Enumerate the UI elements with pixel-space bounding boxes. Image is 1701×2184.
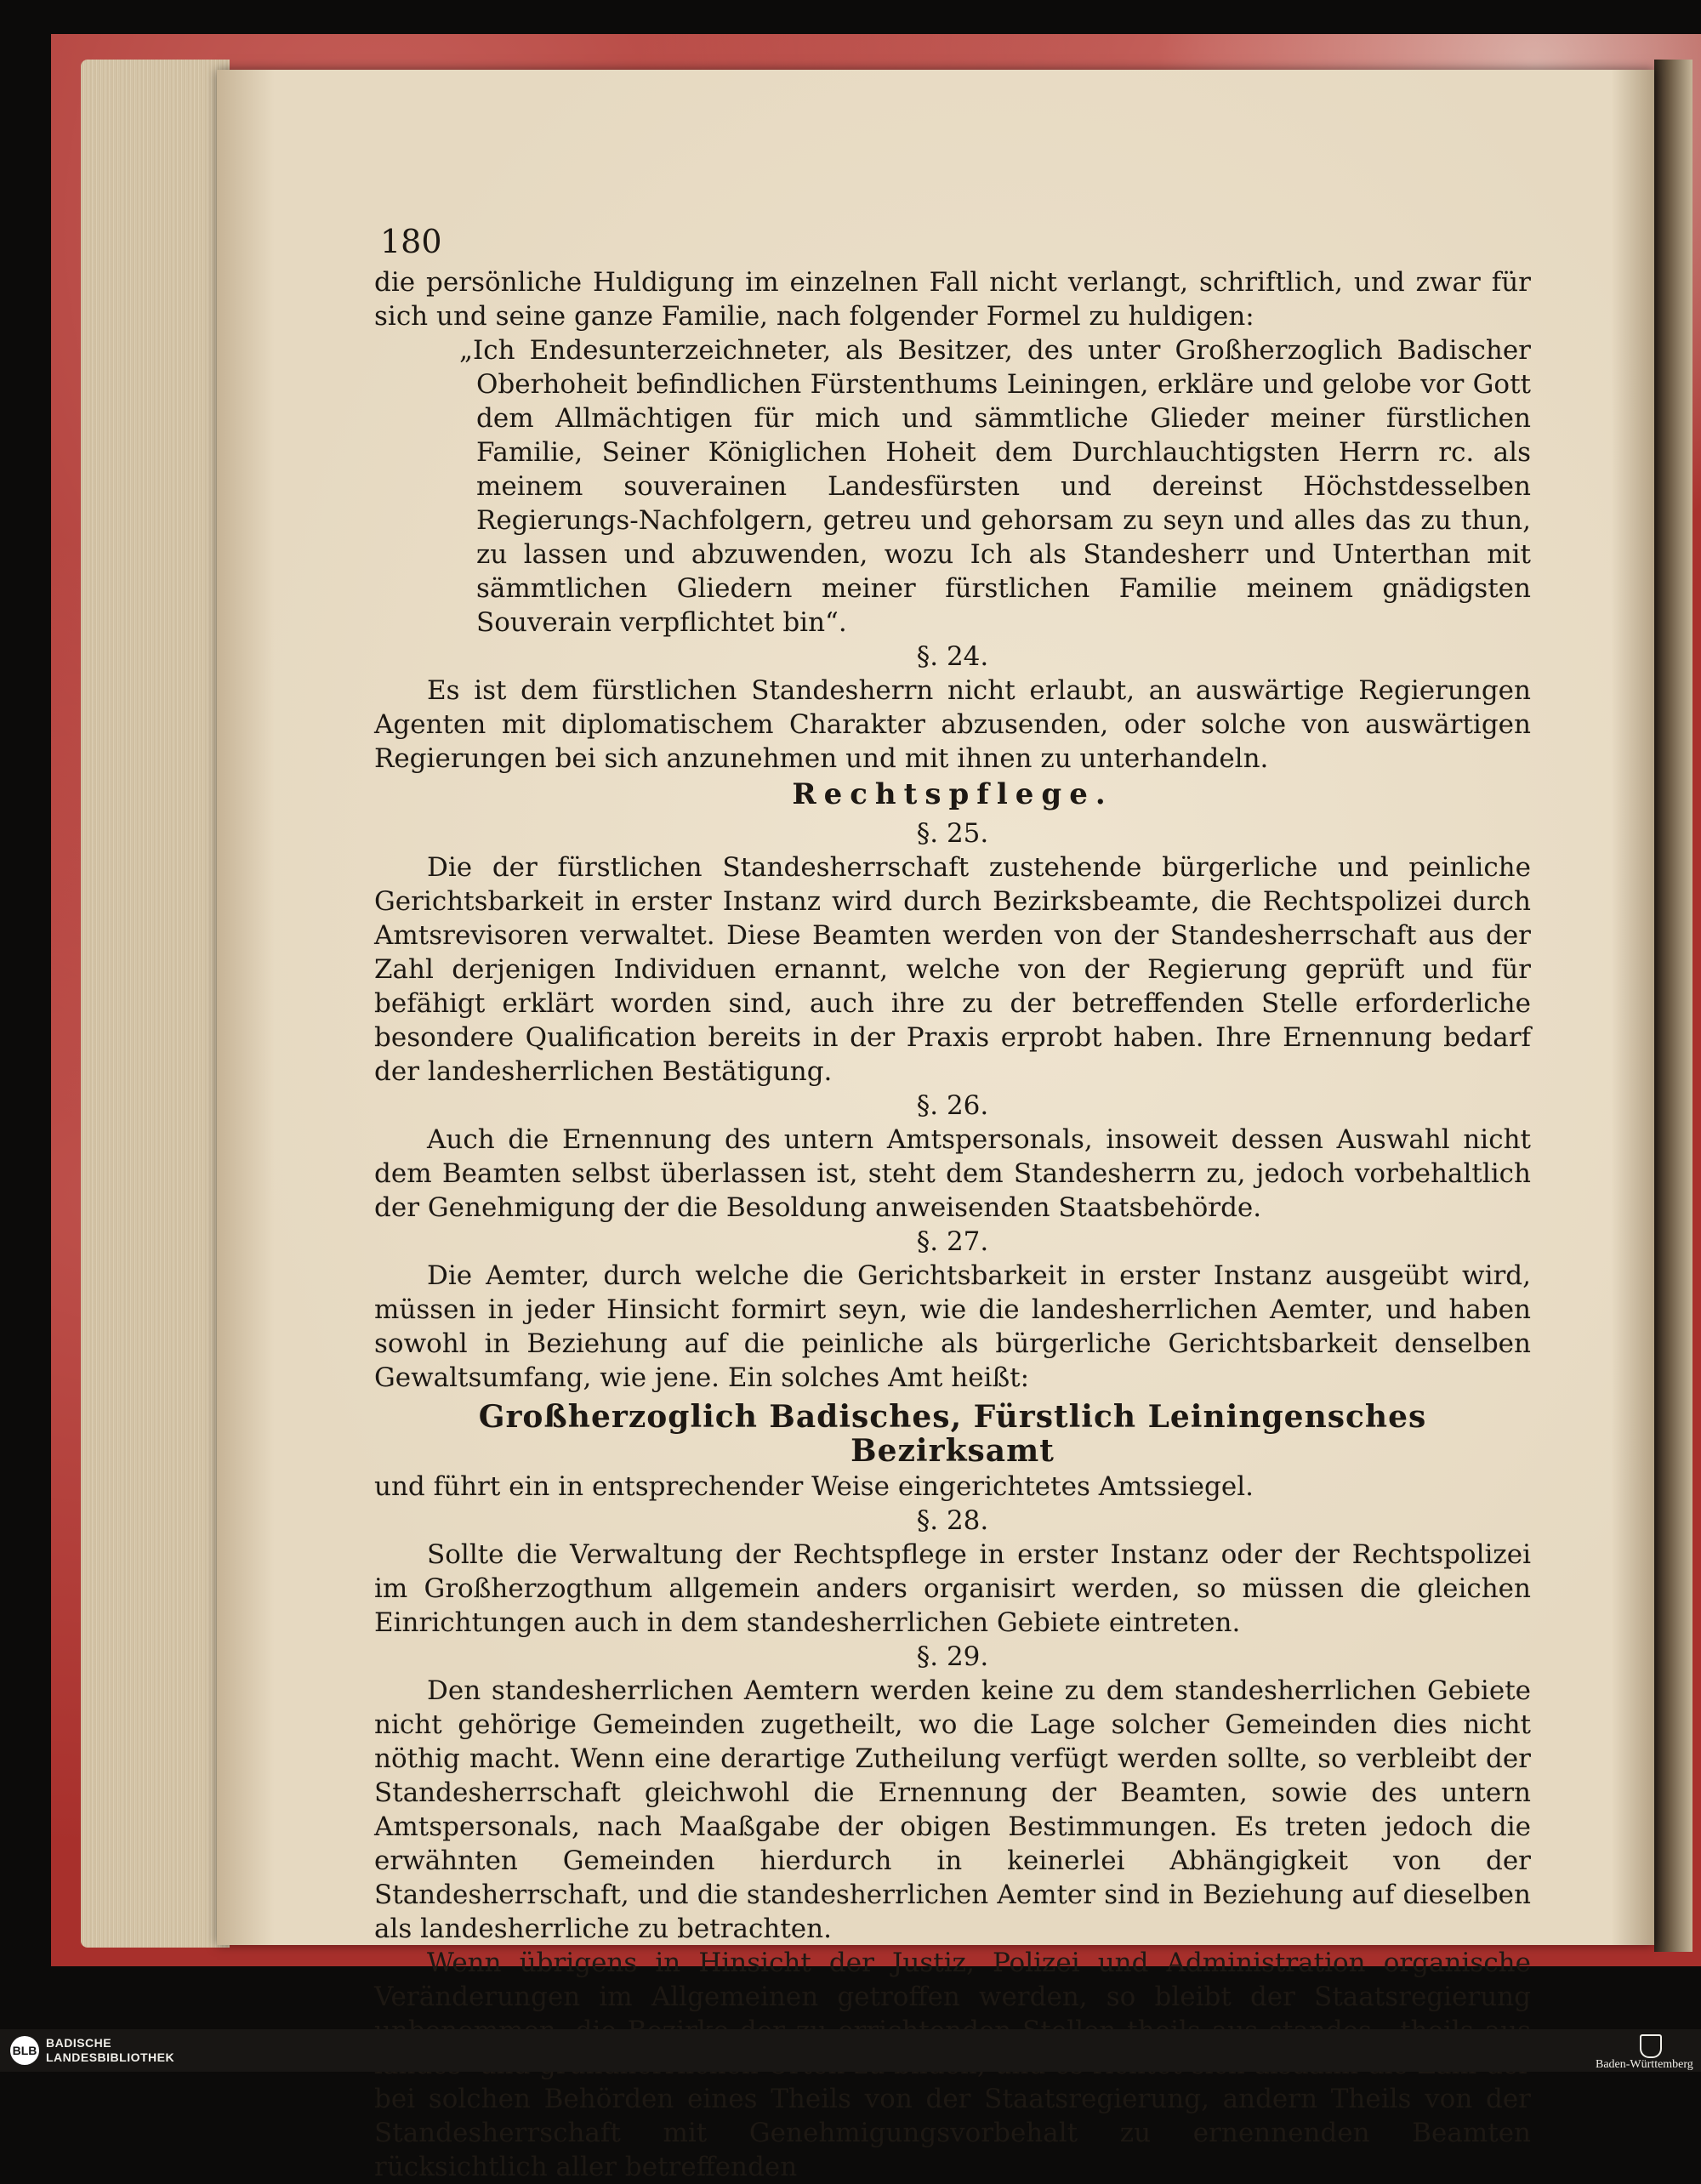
paragraph-intro: die persönliche Huldigung im einzelnen Fall nicht verlangt, schriftlich, und zwar für sich und seine ganze Familie, nach folgender Formel zu huldigen: [374,267,1531,332]
library-name-line2: LANDESBIBLIOTHEK [46,2050,175,2064]
section-28-text: Sollte die Verwaltung der Rechtspflege in erster Instanz oder der Rechtspolizei im Großherzogthum allgemein anders organisirt werden, so müssen die gleichen Einrichtungen auch in dem standesherrlichen Gebiete eintreten. [374,1539,1531,1638]
section-24-text: Es ist dem fürstlichen Standesherrn nicht erlaubt, an auswärtige Regierungen Agenten mit diplomatischem Charakter abzusenden, oder solche von auswärtigen Regierungen bei sich anzunehmen und mit ihnen zu unterhandeln. [374,675,1531,774]
section-27-tail: und führt ein in entsprechender Weise eingerichtetes Amtssiegel. [374,1471,1254,1502]
viewer-footer [0,2029,1701,2072]
section-25-text: Die der fürstlichen Standesherrschaft zustehende bürgerliche und peinliche Gerichtsbarkeit in erster Instanz wird durch Bezirksbeamte, die Rechtspolizei durch Amtsrevisoren verwaltet. Diese Beamten werden von der Standesherrschaft aus der Zahl derjenigen Individuen ernannt, welche von der Regierung geprüft und für befähigt erklärt worden sind, auch ihre zu der betreffenden Stelle erforderliche besondere Qualification bereits in der Praxis erprobt haben. Ihre Ernennung bedarf der landesherrlichen Bestätigung. [374,852,1531,1087]
section-29-continuation: Wenn übrigens in Hinsicht der Justiz, Polizei und Administration organische Veränderungen im Allgemeinen getroffen werden, so bleibt der Staatsregierung bei solchen Behörden eines Theils von der Staatsregierung, andern Theils von der Standesherrschaft mit Genehmigungsvorbehalt zu ernennenden Beamten rücksichtlich aller betreffenden [374,1948,1531,2182]
section-27-text: Die Aemter, durch welche die Gerichtsbarkeit in erster Instanz ausgeübt wird, müssen in jeder Hinsicht formirt seyn, wie die landesherrlichen Aemter, und haben sowohl in Beziehung auf die peinliche als bürgerliche Gerichtsbarkeit denselben Gewaltsumfang, wie jene. Ein solches Amt heißt: [374,1260,1531,1393]
library-logo-icon[interactable]: BLB [10,2036,39,2065]
heading-rechtspflege: Rechtspflege. [792,777,1113,811]
section-29-text: Den standesherrlichen Aemtern werden keine zu dem standesherrlichen Gebiete nicht gehörige Gemeinden zugetheilt, wo die Lage solcher Gemeinden dies nicht nöthig macht. Wenn eine derartige Zutheilung verfügt werden sollte, so verbleibt der Standesherrschaft gleichwohl die Ernennung der Beamten, sowie des untern Amtspersonals, nach Maaßgabe der obigen Bestimmungen. Es treten jedoch die erwähnten Gemeinden hierdurch in keinerlei Abhängigkeit von der Standesherrschaft, und die standesherrlichen Aemter sind in Beziehung auf dieselben als landesherrliche zu betrachten. [374,1675,1531,1944]
section-26-text: Auch die Ernennung des untern Amtspersonals, insoweit dessen Auswahl nicht dem Beamten selbst überlassen ist, steht dem Standesherrn zu, jedoch vorbehaltlich der Genehmigung der die Besoldung anweisenden Staatsbehörde. [374,1124,1531,1223]
coat-of-arms-icon [1640,2034,1662,2058]
section-26-heading: §. 26. [916,1090,989,1121]
library-name-line1: BADISCHE [46,2036,112,2050]
section-25-heading: §. 25. [916,818,989,849]
office-title: Großherzoglich Badisches, Fürstlich Leiningensches Bezirksamt [478,1399,1427,1469]
section-27-heading: §. 27. [916,1226,989,1257]
page-text [374,265,1531,2184]
state-label: Baden-Württemberg [1596,2058,1693,2071]
section-24-heading: §. 24. [916,641,989,672]
page-edges [81,60,230,1948]
book-gutter [1654,60,1692,1952]
library-name[interactable] [46,2036,174,2065]
oath-formula: „Ich Endesunterzeichneter, als Besitzer, des unter Großherzoglich Badischer Oberhoheit befindlichen Fürstenthums Leiningen, erkläre und gelobe vor Gott dem Allmächtigen für mich und sämmtliche Glieder meiner fürstlichen Familie, Seiner Königlichen Hoheit dem Durchlauchtigsten Herrn rc. als meinem souverainen Landesfürsten und dereinst Höchstdesselben Regierungs-Nachfolgern, getreu und gehorsam zu seyn und alles das zu thun, zu lassen und abzuwenden, wozu Ich als Standesherr und Unterthan mit sämmtlichen Gliedern meiner fürstlichen Familie meinem gnädigsten Souverain verpflichtet bin“. [459,335,1531,638]
page-number: 180 [380,223,442,260]
section-29-heading: §. 29. [916,1641,989,1672]
section-28-heading: §. 28. [916,1505,989,1536]
